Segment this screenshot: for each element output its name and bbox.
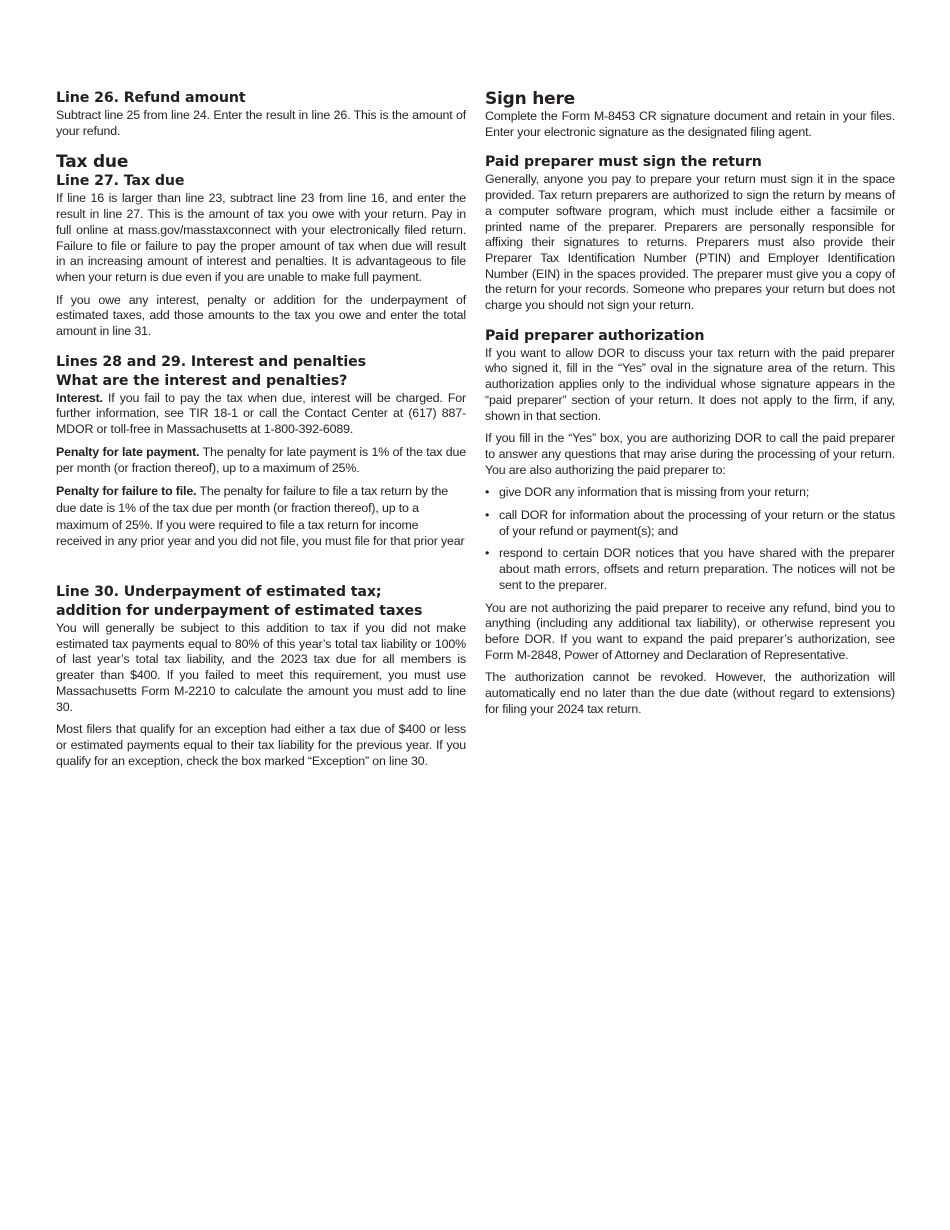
line26-heading: Line 26. Refund amount	[56, 90, 246, 106]
bullet-icon: •	[485, 546, 490, 561]
preparer-sign-heading: Paid preparer must sign the return	[485, 154, 762, 171]
line27-heading: Line 27. Tax due	[56, 173, 185, 190]
interest-paragraph	[56, 391, 466, 438]
list-item	[485, 485, 895, 501]
line30-heading-2: addition for underpayment of estimated taxes	[56, 603, 423, 620]
authorization-paragraph-3: You are not authorizing the paid preparer to receive any refund, bind you to anything (including any additional tax liability), or otherwise represent you before DOR. If you want to expand the paid preparer’s authorization, see Form M-2848, Power of Attorney and Declaration of Representative.	[485, 600, 895, 662]
sign-here-heading: Sign here	[485, 89, 576, 109]
right-column	[485, 89, 895, 725]
line26-text: Subtract line 25 from line 24. Enter the result in line 26. This is the amount of your refund.	[56, 108, 466, 138]
failure-to-file-paragraph	[56, 483, 466, 550]
interest-text: If you fail to pay the tax when due, interest will be charged. For further information, see TIR 18-1 or call the Contact Center at (617) 887-MDOR or toll-free in Massachusetts at 1-800-392-6089.	[56, 390, 466, 437]
failure-to-file-label: Penalty for failure to file.	[56, 484, 197, 499]
left-column	[56, 89, 466, 776]
interest-label: Interest.	[56, 390, 103, 405]
line30-paragraph-2: Most filers that qualify for an exception had either a tax due of $400 or less or estimated payments equal to their tax liability for the previous year. If you qualify for an exception, check the box marked “Exception” on line 30.	[56, 722, 466, 768]
list-item-text: respond to certain DOR notices that you have shared with the preparer about math errors, offsets and return preparation. The notices will not be sent to the preparer.	[499, 546, 895, 592]
line27-paragraph-1: If line 16 is larger than line 23, subtract line 23 from line 16, and enter the result in line 27. This is the amount of tax you owe with your return. Pay in full online at mass.gov/masstaxconnect with your electronically filed return. Failure to file or failure to pay the proper amount of tax when due will result in an increasing amount of interest and penalties. It is advantageous to file when your return is due even if you are unable to make full payment.	[56, 191, 466, 284]
preparer-sign-text: Generally, anyone you pay to prepare your return must sign it in the space provided. Tax return preparers are authorized to sign the return by means of a computer software program, which must include either a facsimile or printed name of the preparer. Preparers are personally responsible for affixing their signatures to returns. Preparers must also provide their Preparer Tax Identification Number (PTIN) and Employer Identification Number (EIN) in the spaces provided. The preparer must give you a copy of the return for your records. Someone who prepares your return but does not charge you should not sign your return.	[485, 172, 895, 313]
list-item-text: give DOR any information that is missing from your return;	[499, 485, 810, 500]
authorization-paragraph-2: If you fill in the “Yes” box, you are authorizing DOR to call the paid preparer to answer any questions that may arise during the processing of your return. You are also authorizing the paid preparer to:	[485, 431, 895, 477]
bullet-icon: •	[485, 508, 490, 523]
line28-29-heading: Lines 28 and 29. Interest and penalties	[56, 353, 366, 370]
line30-heading-1: Line 30. Underpayment of estimated tax;	[56, 584, 382, 601]
bullet-icon: •	[485, 485, 490, 500]
authorization-paragraph-4: The authorization cannot be revoked. However, the authorization will automatically end no later than the due date (without regard to extensions) for filing your 2024 tax return.	[485, 670, 895, 716]
late-payment-label: Penalty for late payment.	[56, 444, 200, 459]
list-item	[485, 508, 895, 539]
line27-paragraph-2: If you owe any interest, penalty or addition for the underpayment of estimated taxes, add those amounts to the tax you owe and enter the total amount in line 31.	[56, 292, 466, 339]
interest-penalties-subheading: What are the interest and penalties?	[56, 372, 348, 389]
list-item-text: call DOR for information about the processing of your return or the status of your refund or payment(s); and	[499, 508, 895, 538]
list-item	[485, 546, 895, 593]
line30-paragraph-1: You will generally be subject to this addition to tax if you did not make estimated tax payments equal to 80% of this year’s total tax liability or 100% of last year’s total tax liability, and the 2023 tax due for all members is greater than $400. If you failed to meet this requirement, you must use Massachusetts Form M-2210 to calculate the amount you must add to line 30.	[56, 621, 466, 714]
failure-to-file-text: The penalty for failure to file a tax return by the due date is 1% of the tax due per month (or fraction thereof), up to a maximum of 25%. If you were required to file a tax return for income received in any prior year and you did not file, you must file for that prior year	[56, 484, 465, 549]
tax-due-heading: Tax due	[56, 152, 129, 173]
authorization-paragraph-1: If you want to allow DOR to discuss your tax return with the paid preparer who signed it, fill in the “Yes” oval in the signature area of the return. This authorization applies only to the individual whose signature appears in the “paid preparer” section of your return. It does not apply to the firm, if any, shown in that section.	[485, 345, 895, 423]
authorization-heading: Paid preparer authorization	[485, 327, 705, 344]
late-payment-paragraph	[56, 445, 466, 476]
sign-here-text: Complete the Form M-8453 CR signature document and retain in your files. Enter your electronic signature as the designated filing agent.	[485, 109, 895, 139]
late-payment-text: The penalty for late payment is 1% of the tax due per month (or fraction thereof), up to a maximum of 25%.	[56, 444, 466, 475]
